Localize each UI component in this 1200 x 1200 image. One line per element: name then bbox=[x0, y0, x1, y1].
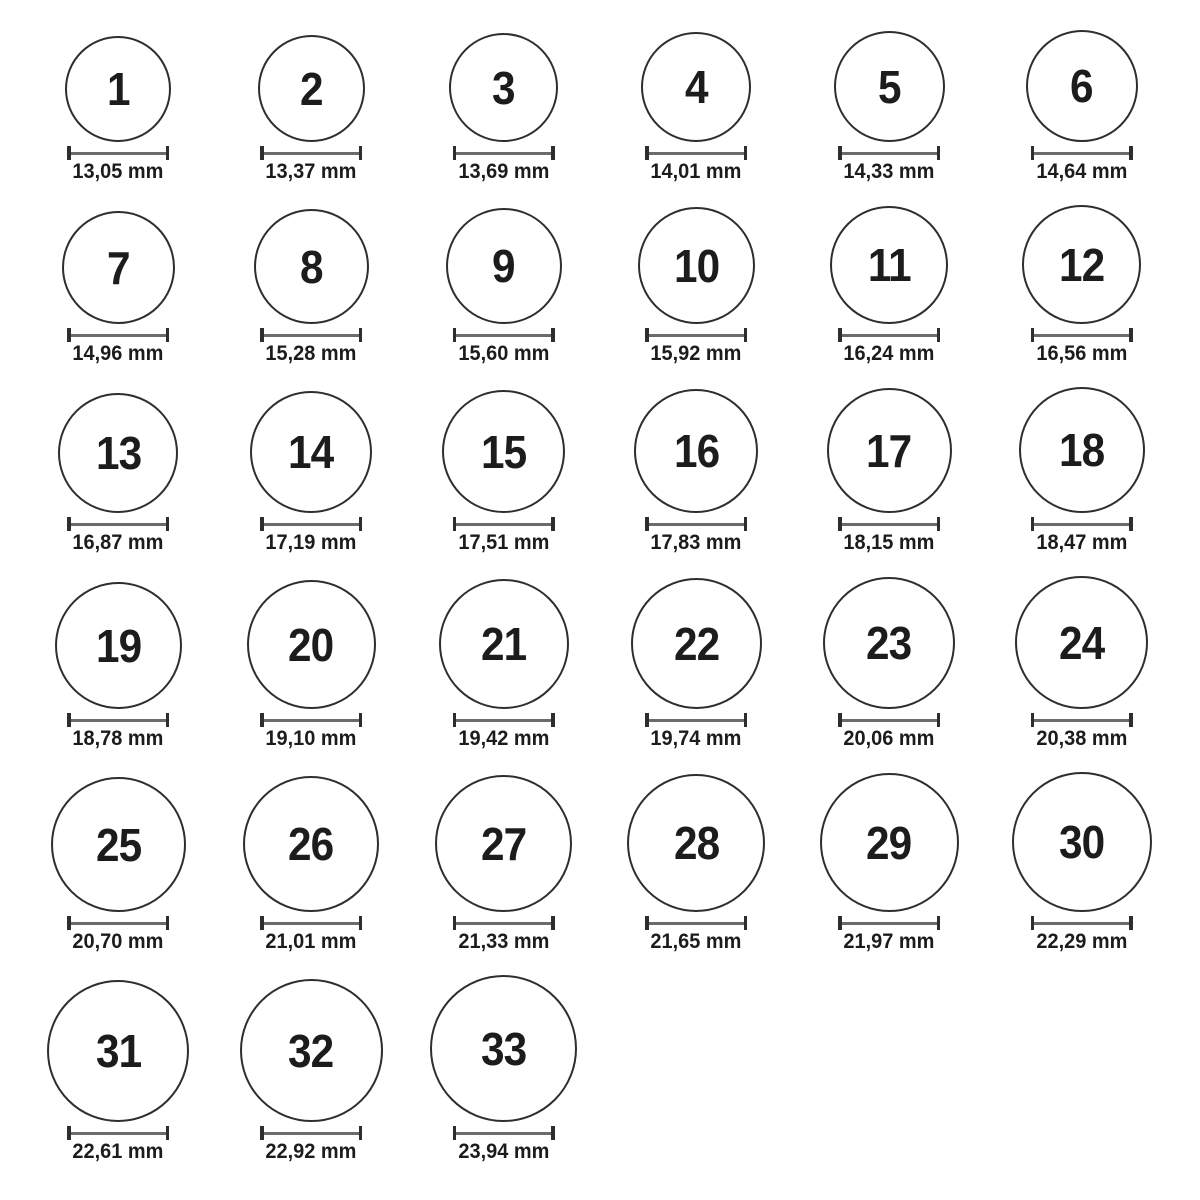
diameter-label: 17,83 mm bbox=[650, 531, 742, 554]
measure-bar bbox=[264, 523, 359, 526]
diameter-measure-line bbox=[838, 328, 940, 342]
diameter-measure-line bbox=[260, 146, 362, 160]
diameter-measure-line bbox=[67, 328, 169, 342]
measure-tick-right-icon bbox=[744, 517, 748, 531]
ring-size-item bbox=[985, 387, 1178, 553]
ring-size-item bbox=[215, 391, 408, 553]
ring-size-item bbox=[407, 33, 600, 182]
diameter-measure-line bbox=[645, 916, 747, 930]
ring-circle bbox=[1015, 576, 1148, 709]
diameter-label: 15,92 mm bbox=[650, 342, 742, 365]
diameter-measure-line bbox=[1031, 328, 1133, 342]
ring-size-number: 33 bbox=[481, 1022, 527, 1075]
diameter-label: 20,38 mm bbox=[1036, 727, 1128, 750]
ring-size-number: 30 bbox=[1059, 816, 1105, 868]
ring-size-number: 2 bbox=[299, 62, 323, 115]
ring-circle bbox=[446, 208, 562, 324]
ring-circle bbox=[51, 777, 186, 912]
measure-bar bbox=[649, 523, 744, 526]
measure-bar bbox=[842, 334, 937, 337]
diameter-measure-line bbox=[1031, 517, 1133, 531]
diameter-measure-line bbox=[260, 517, 362, 531]
diameter-label: 16,87 mm bbox=[72, 531, 164, 554]
ring-size-item bbox=[215, 209, 408, 364]
ring-circle bbox=[627, 774, 765, 912]
ring-size-item bbox=[793, 773, 986, 952]
measure-tick-right-icon bbox=[744, 146, 748, 160]
measure-tick-right-icon bbox=[551, 916, 555, 930]
ring-size-item bbox=[22, 36, 215, 182]
measure-tick-right-icon bbox=[1129, 517, 1133, 531]
ring-circle bbox=[55, 582, 182, 709]
ring-size-item bbox=[407, 390, 600, 553]
measure-tick-right-icon bbox=[166, 1126, 170, 1140]
ring-circle bbox=[62, 211, 175, 324]
ring-circle bbox=[830, 206, 948, 324]
measure-bar bbox=[264, 922, 359, 925]
measure-tick-right-icon bbox=[359, 146, 363, 160]
ring-size-item bbox=[985, 576, 1178, 749]
ring-circle bbox=[58, 393, 178, 513]
diameter-label: 13,69 mm bbox=[458, 160, 550, 183]
ring-size-item bbox=[215, 35, 408, 182]
measure-bar bbox=[71, 334, 166, 337]
ring-size-item bbox=[215, 580, 408, 749]
diameter-measure-line bbox=[260, 916, 362, 930]
diameter-label: 19,42 mm bbox=[458, 727, 550, 750]
diameter-measure-line bbox=[838, 146, 940, 160]
ring-size-row bbox=[22, 772, 1178, 952]
measure-bar bbox=[1034, 523, 1129, 526]
ring-size-row bbox=[22, 576, 1178, 749]
ring-size-number: 22 bbox=[673, 617, 719, 670]
diameter-label: 20,06 mm bbox=[843, 727, 935, 750]
ring-circle bbox=[240, 979, 383, 1122]
ring-circle bbox=[1019, 387, 1145, 513]
ring-size-number: 18 bbox=[1059, 424, 1105, 476]
measure-tick-right-icon bbox=[937, 916, 941, 930]
measure-tick-right-icon bbox=[359, 713, 363, 727]
ring-circle bbox=[820, 773, 959, 912]
ring-size-row bbox=[22, 30, 1178, 182]
diameter-measure-line bbox=[260, 1126, 362, 1140]
ring-size-number: 21 bbox=[481, 618, 527, 670]
ring-size-number: 15 bbox=[481, 425, 527, 478]
diameter-measure-line bbox=[453, 146, 555, 160]
diameter-measure-line bbox=[453, 1126, 555, 1140]
diameter-measure-line bbox=[838, 713, 940, 727]
diameter-label: 15,60 mm bbox=[458, 342, 550, 365]
ring-size-number: 5 bbox=[877, 60, 901, 113]
ring-circle bbox=[827, 388, 952, 513]
ring-size-item bbox=[793, 577, 986, 749]
diameter-measure-line bbox=[453, 517, 555, 531]
diameter-measure-line bbox=[453, 328, 555, 342]
ring-size-number: 27 bbox=[481, 817, 527, 870]
ring-size-item bbox=[215, 776, 408, 952]
diameter-measure-line bbox=[1031, 713, 1133, 727]
ring-size-item bbox=[407, 975, 600, 1162]
measure-tick-right-icon bbox=[937, 713, 941, 727]
ring-size-number: 8 bbox=[299, 240, 323, 293]
diameter-label: 17,51 mm bbox=[458, 531, 550, 554]
measure-bar bbox=[1034, 334, 1129, 337]
ring-circle bbox=[250, 391, 372, 513]
ring-size-item bbox=[22, 980, 215, 1162]
ring-size-item bbox=[600, 32, 793, 182]
diameter-measure-line bbox=[260, 328, 362, 342]
ring-size-item bbox=[407, 775, 600, 952]
ring-size-item bbox=[22, 582, 215, 749]
diameter-measure-line bbox=[645, 517, 747, 531]
measure-tick-right-icon bbox=[744, 916, 748, 930]
diameter-label: 14,64 mm bbox=[1036, 160, 1128, 183]
measure-bar bbox=[649, 719, 744, 722]
diameter-measure-line bbox=[453, 713, 555, 727]
ring-size-item bbox=[22, 211, 215, 364]
diameter-measure-line bbox=[1031, 916, 1133, 930]
ring-circle bbox=[449, 33, 558, 142]
diameter-label: 21,97 mm bbox=[843, 930, 935, 953]
ring-circle bbox=[435, 775, 572, 912]
measure-tick-right-icon bbox=[744, 713, 748, 727]
diameter-measure-line bbox=[1031, 146, 1133, 160]
diameter-label: 15,28 mm bbox=[265, 342, 357, 365]
measure-bar bbox=[456, 922, 551, 925]
measure-tick-right-icon bbox=[551, 517, 555, 531]
diameter-measure-line bbox=[67, 517, 169, 531]
ring-size-number: 28 bbox=[673, 817, 719, 869]
diameter-measure-line bbox=[67, 146, 169, 160]
diameter-label: 19,74 mm bbox=[650, 727, 742, 750]
diameter-label: 20,70 mm bbox=[72, 930, 164, 953]
diameter-label: 22,61 mm bbox=[72, 1140, 164, 1163]
measure-tick-right-icon bbox=[166, 517, 170, 531]
measure-bar bbox=[264, 152, 359, 155]
ring-size-number: 10 bbox=[673, 239, 719, 292]
ring-size-number: 31 bbox=[95, 1025, 141, 1077]
ring-circle bbox=[638, 207, 755, 324]
diameter-measure-line bbox=[645, 713, 747, 727]
measure-tick-right-icon bbox=[551, 1126, 555, 1140]
ring-size-number: 9 bbox=[492, 240, 515, 292]
measure-tick-right-icon bbox=[166, 916, 170, 930]
measure-tick-right-icon bbox=[359, 517, 363, 531]
diameter-label: 18,78 mm bbox=[72, 727, 164, 750]
diameter-label: 21,01 mm bbox=[265, 930, 357, 953]
measure-bar bbox=[264, 719, 359, 722]
diameter-measure-line bbox=[838, 916, 940, 930]
diameter-label: 16,24 mm bbox=[843, 342, 935, 365]
measure-bar bbox=[842, 523, 937, 526]
ring-size-item bbox=[985, 772, 1178, 952]
measure-bar bbox=[1034, 152, 1129, 155]
ring-size-item bbox=[793, 31, 986, 182]
ring-size-number: 4 bbox=[685, 61, 708, 113]
ring-circle bbox=[641, 32, 751, 142]
ring-size-number: 13 bbox=[95, 427, 141, 479]
diameter-measure-line bbox=[838, 517, 940, 531]
measure-bar bbox=[71, 922, 166, 925]
ring-size-item bbox=[22, 777, 215, 952]
ring-circle bbox=[634, 389, 758, 513]
ring-size-number: 6 bbox=[1070, 60, 1094, 112]
diameter-measure-line bbox=[453, 916, 555, 930]
measure-bar bbox=[456, 334, 551, 337]
measure-tick-right-icon bbox=[937, 517, 941, 531]
ring-circle bbox=[65, 36, 171, 142]
measure-tick-right-icon bbox=[551, 146, 555, 160]
measure-bar bbox=[71, 152, 166, 155]
measure-bar bbox=[264, 334, 359, 337]
ring-circle bbox=[47, 980, 189, 1122]
measure-bar bbox=[456, 523, 551, 526]
ring-size-item bbox=[600, 578, 793, 749]
ring-circle bbox=[823, 577, 955, 709]
ring-circle bbox=[254, 209, 369, 324]
ring-size-item bbox=[600, 207, 793, 364]
diameter-label: 19,10 mm bbox=[265, 727, 357, 750]
measure-tick-right-icon bbox=[359, 328, 363, 342]
measure-tick-right-icon bbox=[1129, 328, 1133, 342]
measure-bar bbox=[456, 152, 551, 155]
diameter-label: 18,15 mm bbox=[843, 531, 935, 554]
ring-size-number: 26 bbox=[288, 818, 334, 870]
diameter-label: 14,33 mm bbox=[843, 160, 935, 183]
ring-size-number: 29 bbox=[866, 816, 912, 869]
measure-tick-right-icon bbox=[551, 328, 555, 342]
ring-circle bbox=[834, 31, 945, 142]
diameter-label: 14,01 mm bbox=[650, 160, 742, 183]
ring-size-row bbox=[22, 387, 1178, 553]
measure-bar bbox=[71, 1132, 166, 1135]
diameter-measure-line bbox=[645, 146, 747, 160]
diameter-measure-line bbox=[645, 328, 747, 342]
ring-circle bbox=[430, 975, 577, 1122]
diameter-label: 16,56 mm bbox=[1036, 342, 1128, 365]
ring-size-item bbox=[600, 774, 793, 952]
ring-circle bbox=[1022, 205, 1141, 324]
ring-size-row bbox=[22, 975, 1178, 1162]
measure-bar bbox=[71, 523, 166, 526]
measure-tick-right-icon bbox=[166, 713, 170, 727]
diameter-measure-line bbox=[67, 916, 169, 930]
diameter-measure-line bbox=[67, 1126, 169, 1140]
ring-size-number: 16 bbox=[673, 425, 719, 477]
measure-tick-right-icon bbox=[744, 328, 748, 342]
measure-bar bbox=[842, 922, 937, 925]
ring-circle bbox=[258, 35, 365, 142]
measure-bar bbox=[456, 719, 551, 722]
ring-size-number: 17 bbox=[866, 424, 912, 477]
ring-circle bbox=[631, 578, 762, 709]
measure-bar bbox=[649, 334, 744, 337]
ring-size-number: 19 bbox=[95, 619, 141, 672]
ring-size-item bbox=[215, 979, 408, 1162]
ring-size-number: 14 bbox=[288, 426, 334, 478]
measure-tick-right-icon bbox=[1129, 713, 1133, 727]
measure-bar bbox=[1034, 922, 1129, 925]
measure-tick-right-icon bbox=[359, 1126, 363, 1140]
ring-size-row bbox=[22, 205, 1178, 364]
diameter-measure-line bbox=[260, 713, 362, 727]
ring-size-item bbox=[985, 205, 1178, 364]
ring-size-item bbox=[985, 30, 1178, 182]
measure-bar bbox=[264, 1132, 359, 1135]
ring-size-item bbox=[22, 393, 215, 553]
diameter-label: 21,65 mm bbox=[650, 930, 742, 953]
measure-bar bbox=[1034, 719, 1129, 722]
ring-size-number: 23 bbox=[866, 617, 912, 669]
diameter-label: 21,33 mm bbox=[458, 930, 550, 953]
diameter-measure-line bbox=[67, 713, 169, 727]
measure-tick-right-icon bbox=[166, 146, 170, 160]
ring-size-number: 1 bbox=[107, 63, 130, 115]
measure-tick-right-icon bbox=[937, 328, 941, 342]
ring-size-number: 20 bbox=[288, 618, 334, 671]
measure-tick-right-icon bbox=[937, 146, 941, 160]
measure-bar bbox=[456, 1132, 551, 1135]
ring-size-number: 7 bbox=[107, 241, 130, 294]
ring-size-item bbox=[793, 206, 986, 364]
diameter-label: 13,05 mm bbox=[72, 160, 164, 183]
ring-size-item bbox=[407, 208, 600, 364]
ring-size-number: 12 bbox=[1059, 238, 1105, 291]
ring-circle bbox=[243, 776, 379, 912]
measure-bar bbox=[649, 922, 744, 925]
measure-tick-right-icon bbox=[551, 713, 555, 727]
measure-bar bbox=[71, 719, 166, 722]
diameter-label: 13,37 mm bbox=[265, 160, 357, 183]
diameter-label: 17,19 mm bbox=[265, 531, 357, 554]
diameter-label: 18,47 mm bbox=[1036, 531, 1128, 554]
measure-tick-right-icon bbox=[1129, 916, 1133, 930]
ring-size-number: 3 bbox=[492, 61, 515, 114]
ring-size-number: 24 bbox=[1059, 616, 1105, 669]
ring-circle bbox=[442, 390, 565, 513]
diameter-label: 23,94 mm bbox=[458, 1140, 550, 1163]
measure-tick-right-icon bbox=[359, 916, 363, 930]
ring-circle bbox=[247, 580, 376, 709]
ring-circle bbox=[439, 579, 569, 709]
ring-size-number: 32 bbox=[288, 1024, 334, 1077]
ring-size-item bbox=[600, 389, 793, 553]
diameter-label: 14,96 mm bbox=[72, 342, 164, 365]
measure-tick-right-icon bbox=[1129, 146, 1133, 160]
measure-bar bbox=[649, 152, 744, 155]
ring-size-item bbox=[793, 388, 986, 553]
measure-bar bbox=[842, 719, 937, 722]
diameter-label: 22,92 mm bbox=[265, 1140, 357, 1163]
ring-size-number: 25 bbox=[95, 818, 141, 871]
measure-bar bbox=[842, 152, 937, 155]
ring-size-number: 11 bbox=[867, 239, 911, 291]
measure-tick-right-icon bbox=[166, 328, 170, 342]
ring-circle bbox=[1026, 30, 1138, 142]
ring-size-item bbox=[407, 579, 600, 749]
ring-circle bbox=[1012, 772, 1152, 912]
diameter-label: 22,29 mm bbox=[1036, 930, 1128, 953]
